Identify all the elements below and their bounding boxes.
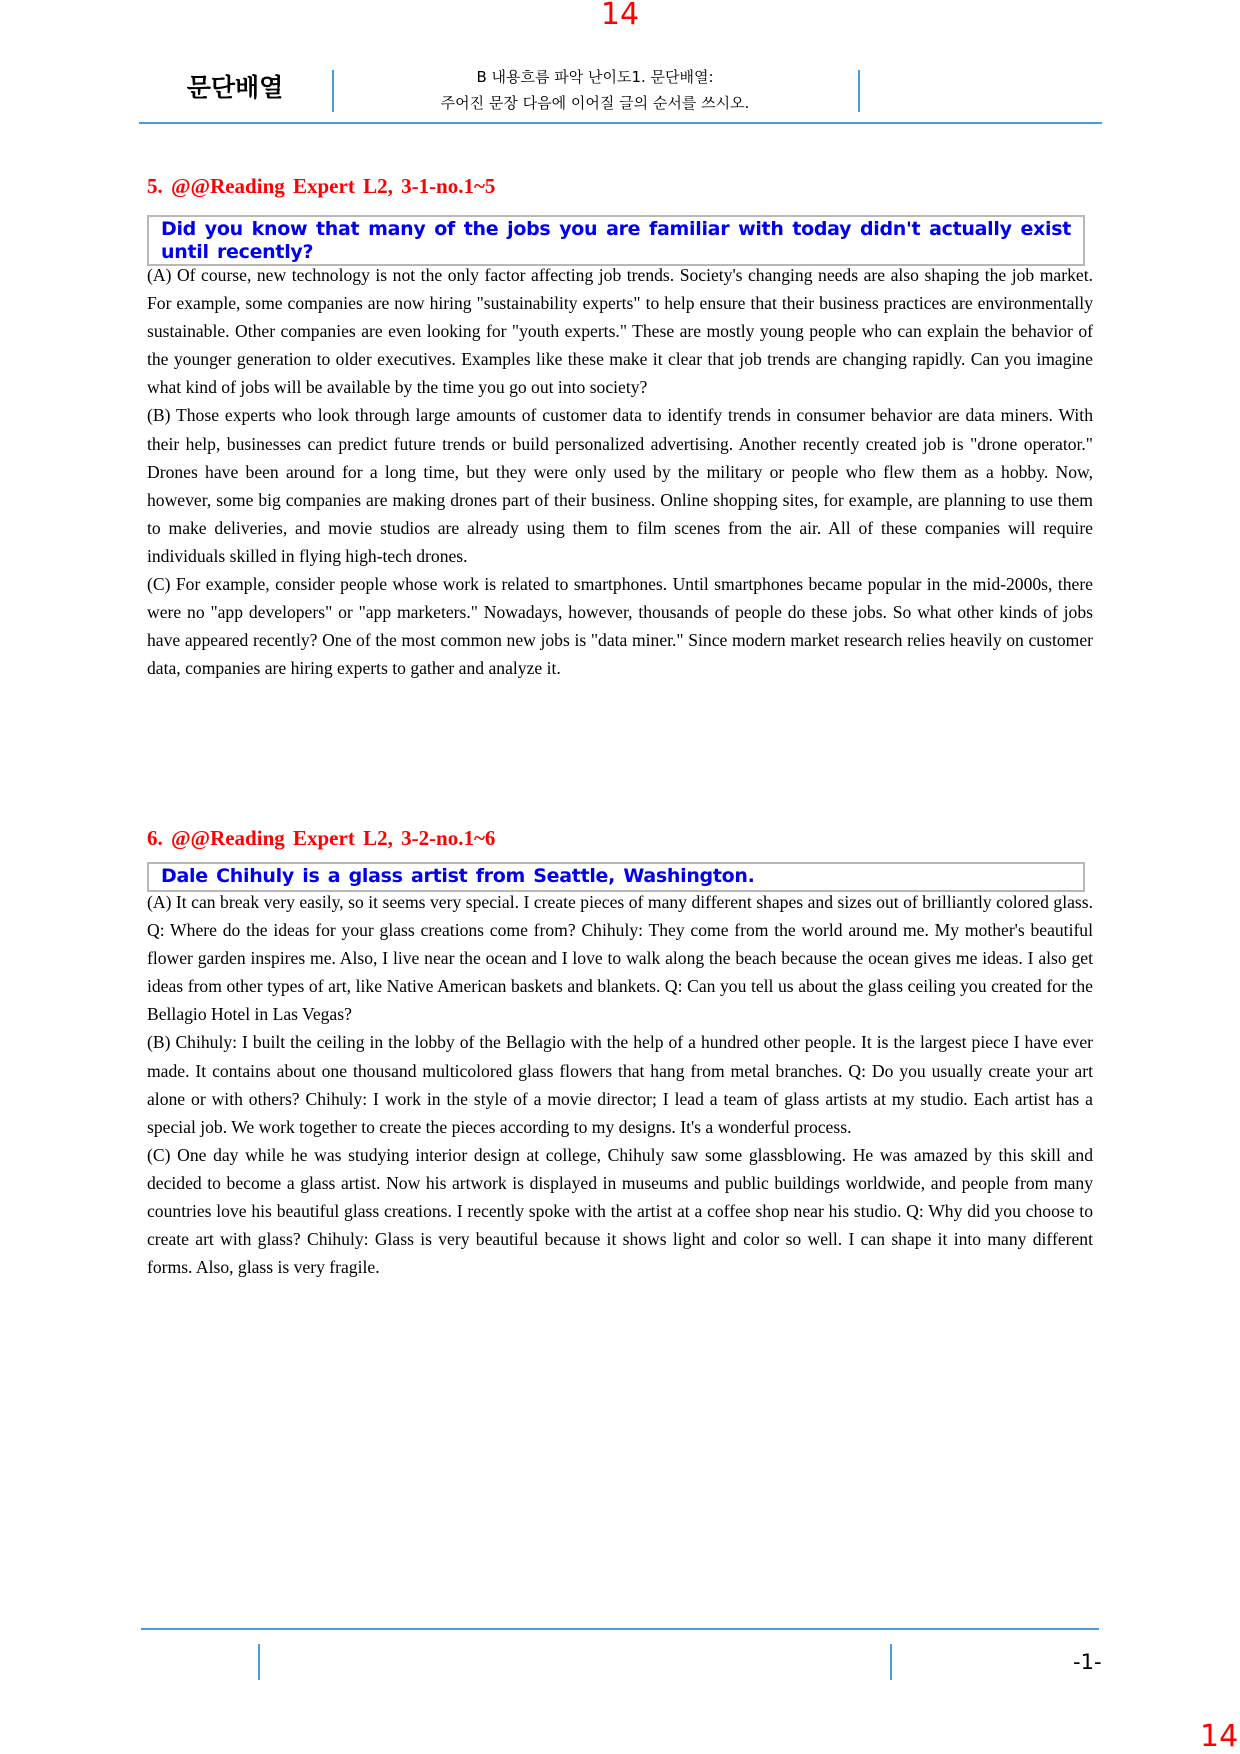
page-number-bottom: 14 xyxy=(1200,1719,1239,1754)
header-description xyxy=(335,64,855,116)
question-title: 5. @@Reading Expert L2, 3-1-no.1~5 xyxy=(147,174,496,198)
paragraph-a: (A) Of course, new technology is not the only factor affecting job trends. Society's changing needs are also shaping the job market. For example, some companies are now hiring "sustainability experts" to help ensure that their business practices are environmentally sustainable. Other companies are even looking for "youth experts." These are mostly young people who can explain the behavior of the younger generation to older executives. Examples like these make it clear that job trends are changing rapidly. Can you imagine what kind of jobs will be available by the time you go out into society? xyxy=(147,265,1093,398)
footer-divider-right xyxy=(890,1644,892,1680)
paragraph-a: (A) It can break very easily, so it seems very special. I create pieces of many different shapes and sizes out of brilliantly colored glass. Q: Where do the ideas for your glass creations come from? Chihuly: They come from the world around me. My mother's beautiful flower garden inspires me. Also, I live near the ocean and I love to walk along the beach because the ocean gives me ideas. I also get ideas from other types of art, like Native American baskets and blankets. Q: Can you tell us about the glass ceiling you created for the Bellagio Hotel in Las Vegas? xyxy=(147,892,1093,1025)
paragraph-c: (C) For example, consider people whose work is related to smartphones. Until smartphones became popular in the mid-2000s, there were no "app developers" or "app marketers." Nowadays, however, thousands of people do these jobs. So what other kinds of jobs have appeared recently? One of the most common new jobs is "data miner." Since modern market research relies heavily on customer data, companies are hiring experts to gather and analyze it. xyxy=(147,574,1093,679)
paragraph-b: (B) Chihuly: I built the ceiling in the lobby of the Bellagio with the help of a hundred other people. It is the largest piece I have ever made. It contains about one thousand multicolored glass flowers that hang from metal branches. Q: Do you usually create your art alone or with others? Chihuly: I work in the style of a movie director; I lead a team of glass artists at my studio. Each artist has a special job. We work together to create the pieces according to my designs. It's a wonderful process. xyxy=(147,1032,1093,1137)
footer-divider-left xyxy=(258,1644,260,1680)
topic-sentence-box: Did you know that many of the jobs you are familiar with today didn't actually exist until recently? xyxy=(147,215,1085,266)
header-divider-left xyxy=(332,70,334,112)
topic-sentence-box: Dale Chihuly is a glass artist from Seattle, Washington. xyxy=(147,862,1085,892)
passage xyxy=(147,888,1093,1281)
passage xyxy=(147,261,1093,682)
page-number-top: 14 xyxy=(600,0,640,32)
paragraph-b: (B) Those experts who look through large amounts of customer data to identify trends in consumer behavior are data miners. With their help, businesses can predict future trends or build personalized advertising. Another recently created job is "drone operator." Drones have been around for a long time, but they were only used by the military or people who flew them as a hobby. Now, however, some big companies are making drones part of their business. Online shopping sites, for example, are planning to use them to make deliveries, and movie studios are already using them to film scenes from the air. All of these companies will require individuals skilled in flying high-tech drones. xyxy=(147,405,1093,566)
header-title: 문단배열 xyxy=(186,73,284,102)
header-desc-line2: 주어진 문장 다음에 이어질 글의 순서를 쓰시오. xyxy=(440,94,750,112)
paragraph-c: (C) One day while he was studying interior design at college, Chihuly saw some glassblowing. He was amazed by this skill and decided to become a glass artist. Now his artwork is displayed in museums and public buildings worldwide, and people from many countries love his beautiful glass creations. I recently spoke with the artist at a coffee shop near his studio. Q: Why did you choose to create art with glass? Chihuly: Glass is very beautiful because it shows light and color so well. I can shape it into many different forms. Also, glass is very fragile. xyxy=(147,1144,1093,1278)
footer-page-label: -1- xyxy=(1073,1650,1102,1674)
header-rule xyxy=(139,122,1102,124)
footer-rule xyxy=(141,1628,1099,1630)
header-desc-line1: B 내용흐름 파악 난이도1. 문단배열: xyxy=(476,68,714,86)
header-divider-right xyxy=(858,70,860,112)
question-title: 6. @@Reading Expert L2, 3-2-no.1~6 xyxy=(147,826,496,850)
